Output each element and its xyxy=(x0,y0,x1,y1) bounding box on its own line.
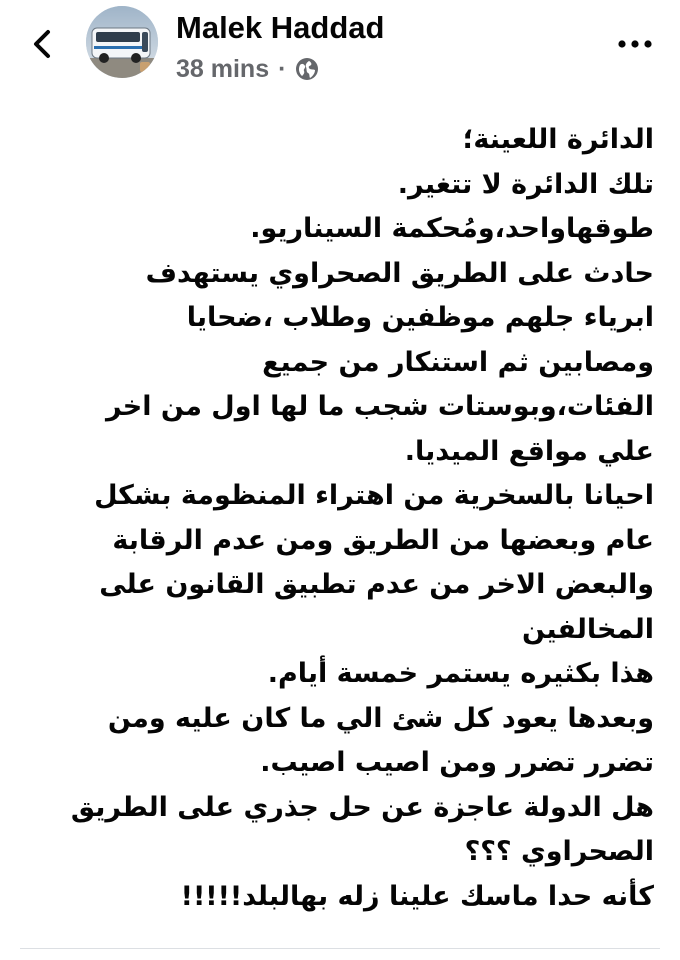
more-options-button[interactable] xyxy=(612,26,658,62)
post-text xyxy=(50,118,654,919)
post-timestamp[interactable]: 38 mins xyxy=(176,54,270,83)
post-text-line: كأنه حدا ماسك علينا زله بهالبلد!!!!! xyxy=(180,880,654,912)
post-text-line: الفئات،وبوستات شجب ما لها اول من اخر xyxy=(105,391,654,422)
post-text-line: علي مواقع الميديا. xyxy=(404,435,654,467)
post-text-line: والبعض الاخر من عدم تطبيق القانون على xyxy=(99,569,654,600)
post-text-line: ومصابين ثم استنكار من جميع xyxy=(262,346,654,378)
globe-icon xyxy=(294,56,320,82)
post-text-line: عام وبعضها من الطريق ومن عدم الرقابة xyxy=(112,524,654,556)
post-divider xyxy=(20,948,660,949)
post-text-line: احيانا بالسخرية من اهتراء المنظومة بشكل xyxy=(94,480,654,511)
post-text-line: المخالفين xyxy=(522,613,654,645)
post-text-line: حادث على الطريق الصحراوي يستهدف xyxy=(145,257,654,289)
avatar[interactable] xyxy=(86,6,158,78)
post-text-line: وبعدها يعود كل شئ الي ما كان عليه ومن xyxy=(107,702,654,734)
meta-separator: · xyxy=(278,54,287,83)
post-text-line: ابرياء جلهم موظفين وطلاب ،ضحايا xyxy=(186,302,654,333)
post-text-line: هل الدولة عاجزة عن حل جذري على الطريق xyxy=(70,791,654,823)
post-text-line: هذا بكثيره يستمر خمسة أيام. xyxy=(267,658,654,689)
post-text-line: طوقهاواحد،ومُحكمة السيناريو. xyxy=(250,213,654,244)
post-text-line: الصحراوي ؟؟؟ xyxy=(464,836,654,867)
post-meta xyxy=(176,52,320,86)
post-header xyxy=(0,0,680,100)
back-button[interactable] xyxy=(22,22,62,66)
post-text-line: تضرر تضرر ومن اصيب اصيب. xyxy=(260,747,654,778)
post-text-line: الدائرة اللعينة؛ xyxy=(462,124,654,155)
post-text-line: تلك الدائرة لا تتغير. xyxy=(397,168,654,200)
more-options-icon xyxy=(617,39,653,49)
chevron-left-icon xyxy=(31,29,53,59)
author-name[interactable]: Malek Haddad xyxy=(176,10,385,45)
bus-photo-icon xyxy=(86,6,158,78)
